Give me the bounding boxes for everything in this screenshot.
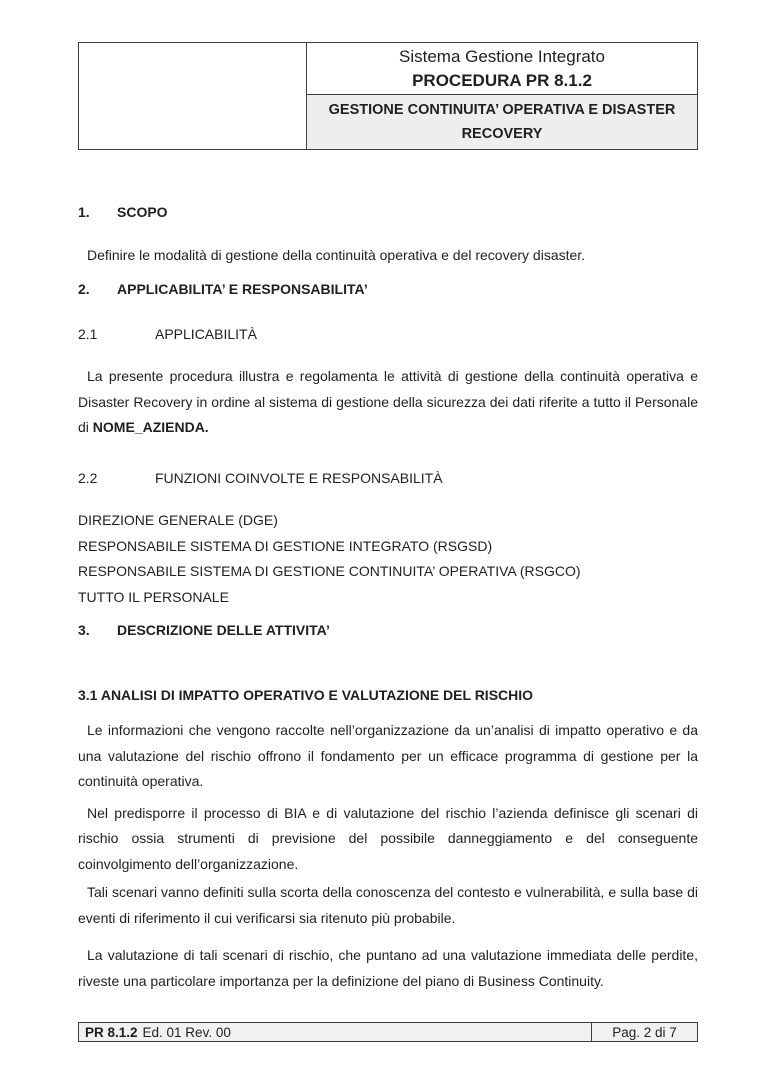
- subsection-heading-funzioni: [78, 466, 698, 492]
- paragraph-informazioni: Le informazioni che vengono raccolte nell’organizzazione da un’analisi di impatto operativo e da una valutazione del rischio offrono il fondamento per un efficace programma di gestione per la continuità operativa.: [78, 722, 698, 789]
- paragraph-valutazione: La valutazione di tali scenari di rischio, che puntano ad una valutazione immediata delle perdite, riveste una particolare importanza per la definizione del piano di Business Continuity.: [78, 947, 698, 989]
- role-line-direzione-generale: DIREZIONE GENERALE (DGE): [78, 512, 278, 528]
- document-footer-table: [78, 1022, 698, 1042]
- paragraph-bia: Nel predisporre il processo di BIA e di valutazione del rischio l’azienda definisce gli scenari di rischio ossia strumenti di previsione del possibile danneggiamento e del conseguente coinvolgimento dell’organizzazione.: [78, 804, 698, 872]
- header-procedure-line: PROCEDURA PR 8.1.2: [412, 70, 592, 90]
- document-body: [78, 150, 698, 994]
- logo-placeholder: [79, 43, 307, 149]
- heading-label: APPLICABILITÀ: [155, 325, 257, 342]
- header-system-line: Sistema Gestione Integrato: [398, 46, 605, 66]
- document-header-table: [78, 42, 698, 150]
- paragraph-scopo: Definire le modalità di gestione della continuità operativa e del recovery disaster.: [87, 246, 586, 263]
- footer-page-indicator: Pag. 2 di 7: [612, 1024, 677, 1040]
- footer-left-cell: [79, 1023, 592, 1041]
- document-title: GESTIONE CONTINUITA’ OPERATIVA E DISASTER RECOVERY: [307, 95, 697, 149]
- section-heading-applicabilita-responsabilita: [78, 277, 698, 303]
- heading-number: 2.2: [78, 469, 98, 486]
- heading-number: 2.1: [78, 325, 98, 342]
- role-line-rsgco: RESPONSABILE SISTEMA DI GESTIONE CONTINUITA’ OPERATIVA (RSGCO): [78, 563, 581, 579]
- company-name-placeholder: NOME_AZIENDA.: [92, 419, 209, 435]
- heading-label: DESCRIZIONE DELLE ATTIVITA’: [117, 622, 330, 638]
- header-right-column: [307, 43, 697, 149]
- paragraph-text: La presente procedura illustra e regolamenta le attività di gestione della continuità operativa e Disaster Recovery in ordine al sistema di gestione della sicurezza dei dati riferite a tutto il Personale di: [78, 368, 698, 435]
- roles-list: [78, 508, 698, 610]
- section-heading-descrizione-attivita: [78, 618, 698, 644]
- header-top-cell: [307, 43, 697, 95]
- paragraph-applicabilita: [78, 364, 698, 441]
- role-line-rsgsd: RESPONSABILE SISTEMA DI GESTIONE INTEGRATO (RSGSD): [78, 537, 493, 554]
- heading-number: 2.: [78, 281, 90, 297]
- heading-number: 3.: [78, 622, 90, 638]
- role-line-tutto-il-personale: TUTTO IL PERSONALE: [78, 588, 229, 605]
- heading-number: 1.: [78, 204, 90, 220]
- footer-revision: Ed. 01 Rev. 00: [142, 1024, 231, 1040]
- heading-label: FUNZIONI COINVOLTE E RESPONSABILITÀ: [155, 469, 443, 486]
- footer-doc-code: PR 8.1.2: [85, 1024, 138, 1040]
- subsection-heading-analisi-impatto: 3.1 ANALISI DI IMPATTO OPERATIVO E VALUTAZIONE DEL RISCHIO: [78, 686, 534, 703]
- section-heading-scopo: [78, 200, 698, 226]
- heading-label: APPLICABILITA’ E RESPONSABILITA’: [117, 281, 368, 297]
- paragraph-scenari: Tali scenari vanno definiti sulla scorta della conoscenza del contesto e vulnerabilità, e sulla base di eventi di riferimento il cui verificarsi sia ritenuto più probabile.: [78, 884, 698, 926]
- heading-label: SCOPO: [117, 204, 168, 220]
- subsection-heading-applicabilita: [78, 322, 698, 348]
